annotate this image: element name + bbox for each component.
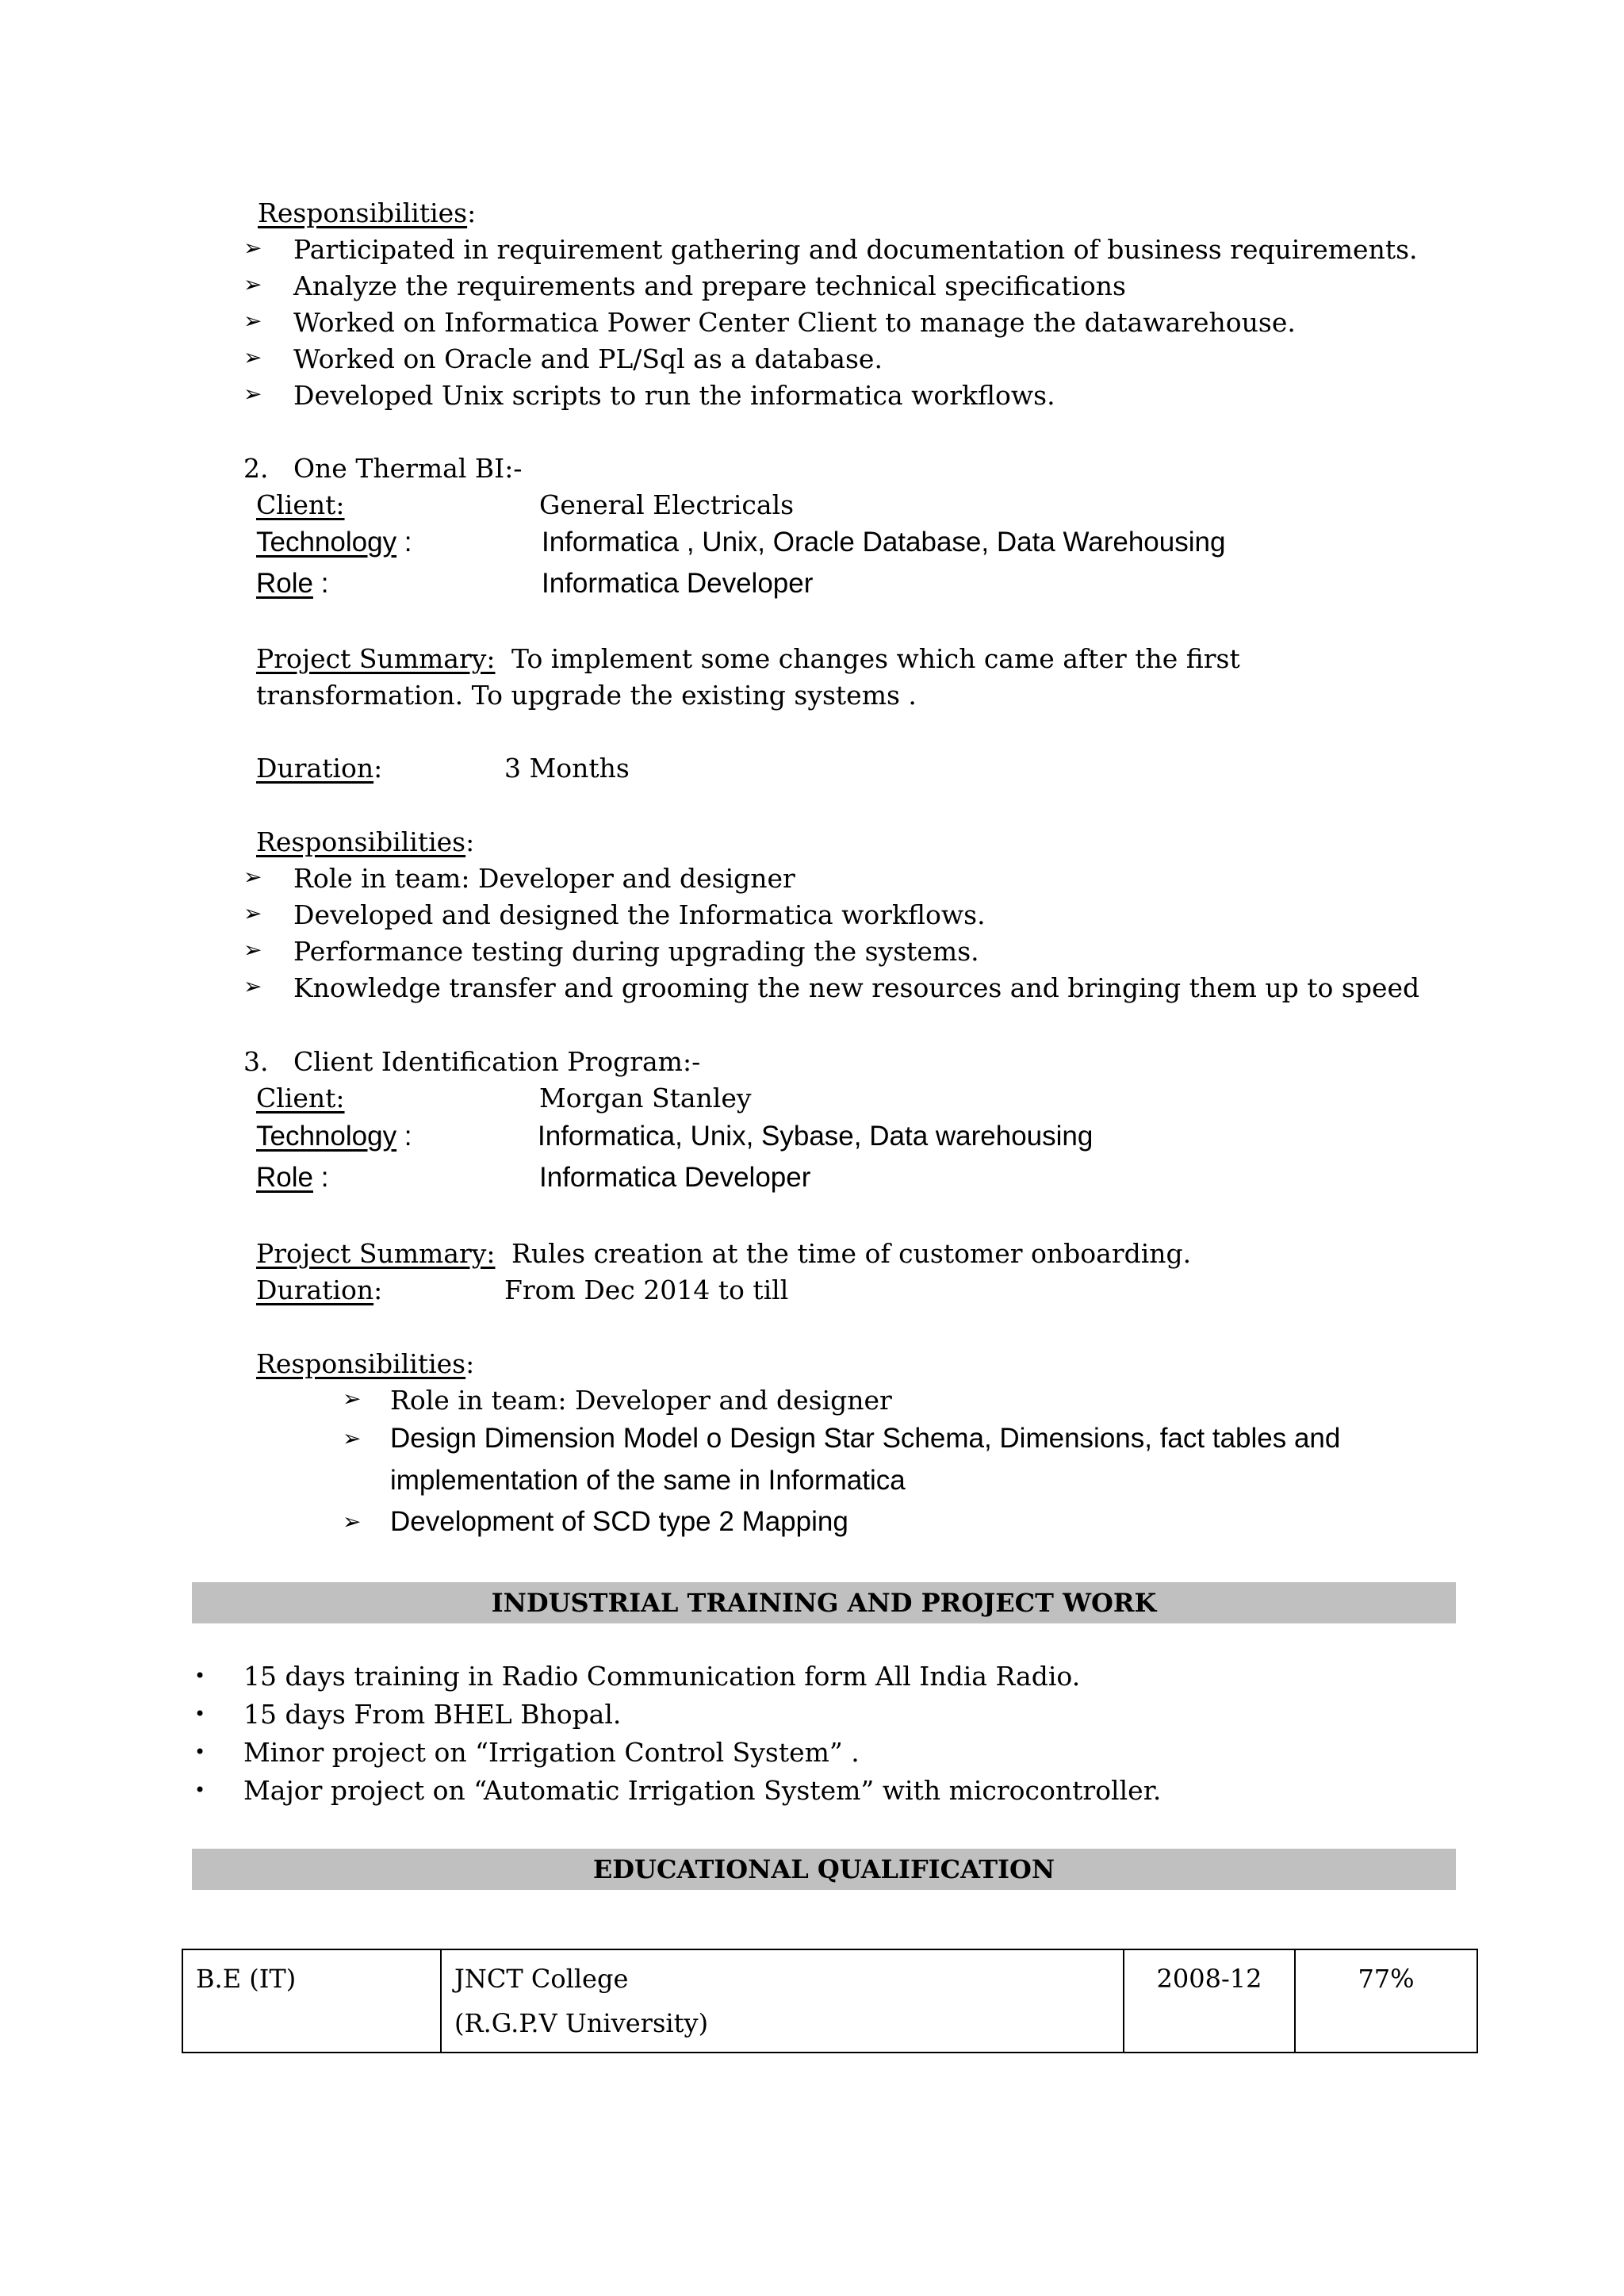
summary-text-continued: transformation. To upgrade the existing systems .: [256, 680, 917, 711]
summary-text: Rules creation at the time of customer onboarding.: [511, 1238, 1192, 1269]
role-value: Informatica Developer: [539, 1162, 811, 1193]
arrow-bullet-icon: ➢: [343, 1386, 362, 1412]
role-value: Informatica Developer: [542, 568, 814, 599]
bullet-icon: •: [194, 1665, 206, 1687]
list-item: Developed Unix scripts to run the informatica workflows.: [293, 380, 1055, 411]
list-item: Worked on Oracle and PL/Sql as a database.: [293, 343, 883, 374]
bullet-icon: •: [194, 1741, 206, 1763]
list-item: Developed and designed the Informatica workflows.: [293, 899, 986, 930]
resp-heading-3: Responsibilities:: [256, 1348, 475, 1379]
duration-value: 3 Months: [504, 753, 630, 784]
list-item: Minor project on “Irrigation Control System” .: [243, 1737, 860, 1768]
project-title: One Thermal BI:-: [293, 453, 523, 484]
degree-cell: B.E (IT): [182, 1949, 441, 2053]
duration-label: Duration:: [256, 753, 383, 784]
arrow-bullet-icon: ➢: [243, 235, 262, 261]
list-item: Worked on Informatica Power Center Client to manage the datawarehouse.: [293, 307, 1296, 338]
section-title: EDUCATIONAL QUALIFICATION: [592, 1854, 1055, 1884]
arrow-bullet-icon: ➢: [243, 973, 262, 999]
score-cell: 77%: [1295, 1949, 1477, 2053]
arrow-bullet-icon: ➢: [243, 308, 262, 334]
college-name: JNCT College: [454, 1964, 629, 1994]
resp-heading-1: Responsibilities:: [258, 197, 477, 228]
technology-value: Informatica , Unix, Oracle Database, Data Warehousing: [542, 527, 1226, 558]
list-item: Major project on “Automatic Irrigation System” with microcontroller.: [243, 1775, 1162, 1806]
arrow-bullet-icon: ➢: [243, 937, 262, 963]
technology-label: Technology :: [256, 1121, 412, 1152]
list-item: Participated in requirement gathering and documentation of business requirements.: [293, 234, 1418, 265]
section-header-education: [192, 1849, 1456, 1890]
role-label: Role :: [256, 1162, 329, 1193]
university-name: (R.G.P.V University): [454, 2008, 709, 2038]
list-item: 15 days training in Radio Communication form All India Radio.: [243, 1661, 1081, 1692]
years-cell: 2008-12: [1124, 1949, 1295, 2053]
list-item: Design Dimension Model o Design Star Schema, Dimensions, fact tables and: [390, 1423, 1341, 1454]
client-value: General Electricals: [539, 489, 795, 520]
education-table: [182, 1949, 1478, 2053]
institution-cell: [441, 1949, 1124, 2053]
list-item: 15 days From BHEL Bhopal.: [243, 1699, 622, 1730]
project-number: 3.: [243, 1046, 269, 1077]
arrow-bullet-icon: ➢: [243, 900, 262, 926]
duration-label: Duration:: [256, 1274, 383, 1305]
arrow-bullet-icon: ➢: [243, 864, 262, 890]
summary-label: Project Summary:: [256, 643, 496, 674]
list-item: Analyze the requirements and prepare technical specifications: [293, 270, 1126, 301]
section-header-training: [192, 1582, 1456, 1623]
project-number: 2.: [243, 453, 269, 484]
technology-value: Informatica, Unix, Sybase, Data warehousing: [538, 1121, 1094, 1152]
technology-label: Technology :: [256, 527, 412, 558]
list-item: Role in team: Developer and designer: [293, 863, 795, 894]
resp-heading-2: Responsibilities:: [256, 826, 475, 857]
client-value: Morgan Stanley: [539, 1083, 752, 1114]
arrow-bullet-icon: ➢: [343, 1425, 362, 1451]
list-item-continued: implementation of the same in Informatica: [390, 1465, 906, 1496]
table-row: [182, 1949, 1477, 2053]
arrow-bullet-icon: ➢: [343, 1508, 362, 1535]
list-item: Development of SCD type 2 Mapping: [390, 1506, 848, 1537]
client-label: Client:: [256, 1083, 345, 1114]
project-title: Client Identification Program:-: [293, 1046, 701, 1077]
role-label: Role :: [256, 568, 329, 599]
client-label: Client:: [256, 489, 345, 520]
bullet-icon: •: [194, 1779, 206, 1801]
duration-value: From Dec 2014 to till: [504, 1274, 789, 1305]
bullet-icon: •: [194, 1703, 206, 1725]
section-title: INDUSTRIAL TRAINING AND PROJECT WORK: [491, 1588, 1157, 1618]
arrow-bullet-icon: ➢: [243, 271, 262, 297]
summary-text: To implement some changes which came after the first: [511, 643, 1240, 674]
list-item: Knowledge transfer and grooming the new resources and bringing them up to speed: [293, 972, 1420, 1003]
list-item: Performance testing during upgrading the systems.: [293, 936, 979, 967]
list-item: Role in team: Developer and designer: [390, 1385, 892, 1416]
arrow-bullet-icon: ➢: [243, 381, 262, 407]
arrow-bullet-icon: ➢: [243, 344, 262, 370]
summary-label: Project Summary:: [256, 1238, 496, 1269]
